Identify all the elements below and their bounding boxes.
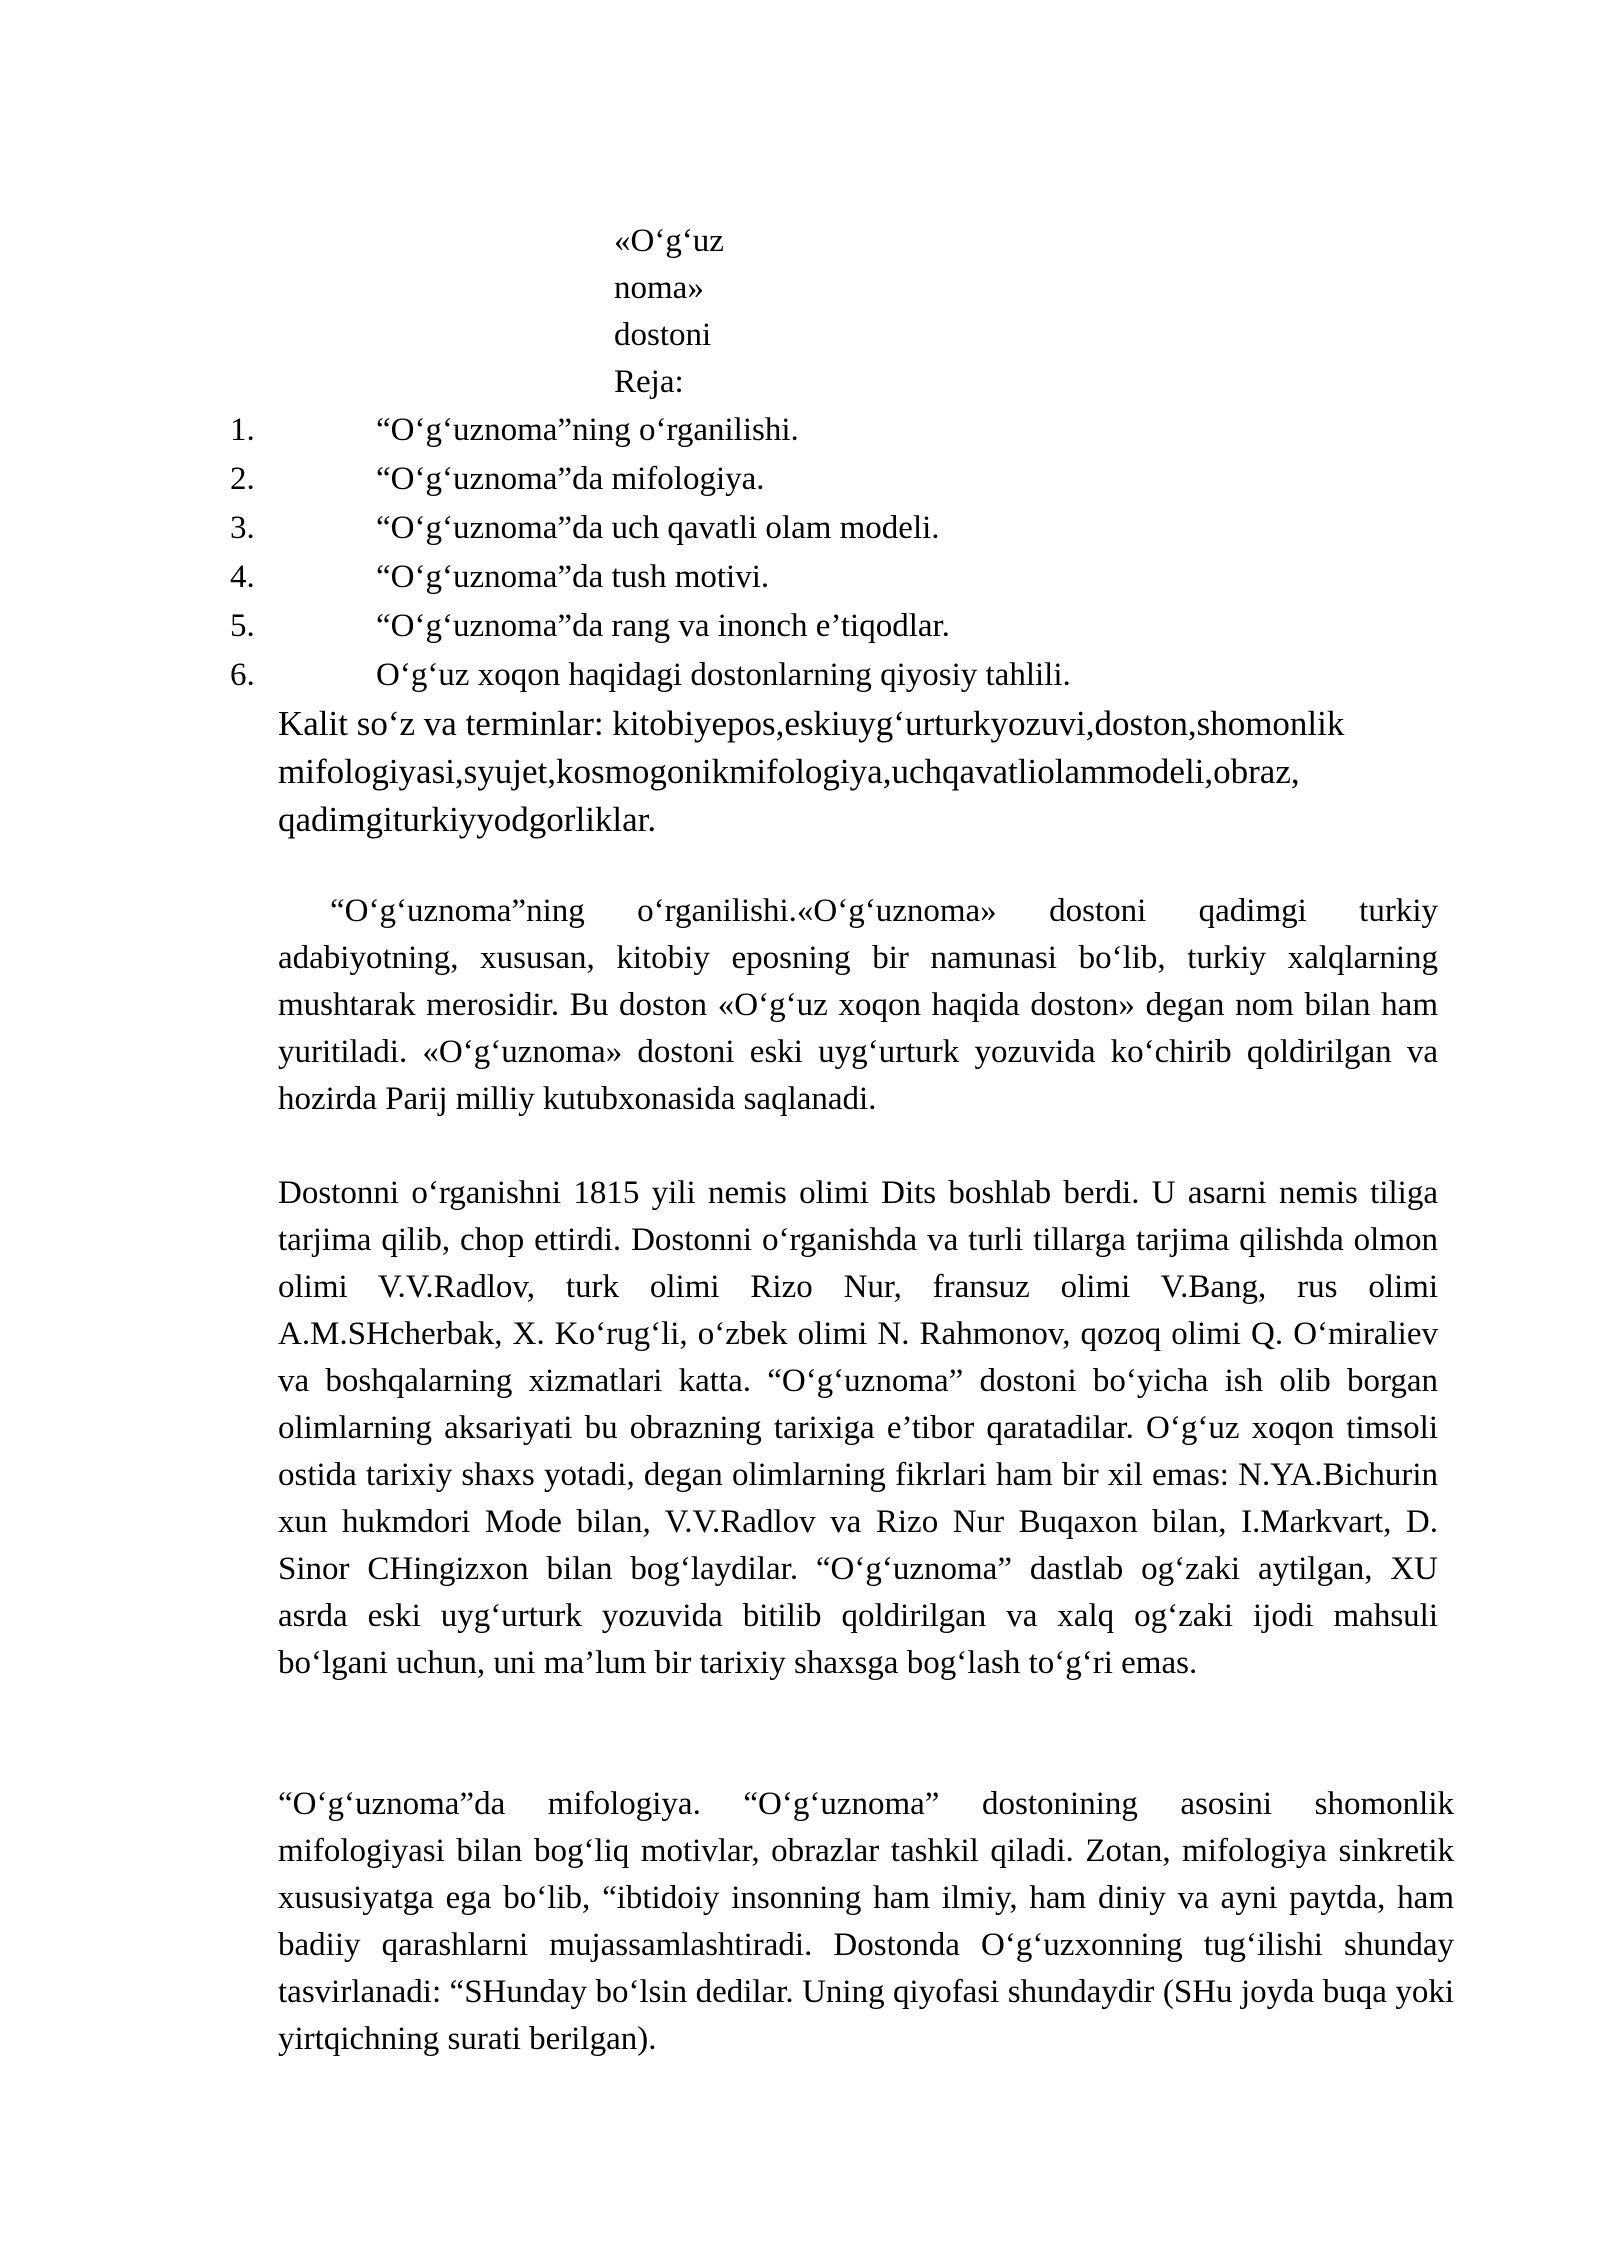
plan-item-text: O‘g‘uz xoqon haqidagi dostonlarning qiyosiy tahlili.: [376, 657, 1071, 693]
plan-item-text: “O‘g‘uznoma”ning o‘rganilishi.: [376, 412, 799, 448]
document-title: [614, 218, 724, 406]
plan-item-number: 5.: [230, 608, 255, 644]
plan-heading: Reja:: [614, 364, 684, 400]
title-line-3: dostoni: [614, 317, 712, 353]
title-line-2: noma»: [614, 270, 704, 306]
plan-item-text: “O‘g‘uznoma”da tush motivi.: [376, 559, 770, 595]
body-paragraph: “O‘g‘uznoma”da mifologiya. “O‘g‘uznoma” dostonining asosini shomonlik mifologiyasi bilan bog‘liq motivlar, obrazlar tashkil qiladi. Zotan, mifologiya sinkretik xususiyatga ega bo‘lib, “ibtidoiy insonning ham ilmiy, ham diniy va ayni paytda, ham badiiy qarashlarni mujassamlashtiradi. Dostonda O‘g‘uzxonning tug‘ilishi shunday tasvirlanadi: “SHunday bo‘lsin dedilar. Uning qiyofasi shundaydir (SHu joyda buqa yoki yirtqichning surati berilgan).: [278, 1786, 1454, 2057]
plan-item-number: 2.: [230, 461, 255, 497]
title-line-1: «O‘g‘uz: [614, 223, 724, 259]
plan-item-number: 3.: [230, 510, 255, 546]
plan-item-number: 6.: [230, 657, 255, 693]
keywords-paragraph: Kalit so‘z va terminlar: kitobiyepos,eskiuyg‘urturkyozuvi,doston,shomonlik mifologiyasi,syujet,kosmogonikmifologiya,uchqavatliolammodeli,obraz, qadimgiturkiyyodgorliklar.: [278, 704, 1345, 839]
plan-item-text: “O‘g‘uznoma”da rang va inonch e’tiqodlar.: [376, 608, 950, 644]
plan-item-number: 4.: [230, 559, 255, 595]
body-paragraph: “O‘g‘uznoma”ning o‘rganilishi.«O‘g‘uznoma» dostoni qadimgi turkiy adabiyotning, xususan, kitobiy eposning bir namunasi bo‘lib, turkiy xalqlarning mushtarak merosidir. Bu doston «O‘g‘uz xoqon haqida doston» degan nom bilan ham yuritiladi. «O‘g‘uznoma» dostoni eski uyg‘urturk yozuvida ko‘chirib qoldirilgan va hozirda Parij milliy kutubxonasida saqlanadi.: [278, 893, 1438, 1117]
plan-item-text: “O‘g‘uznoma”da uch qavatli olam modeli.: [376, 510, 940, 546]
plan-item-text: “O‘g‘uznoma”da mifologiya.: [376, 461, 765, 497]
body-paragraph: Dostonni o‘rganishni 1815 yili nemis olimi Dits boshlab berdi. U asarni nemis tiliga tarjima qilib, chop ettirdi. Dostonni o‘rganishda va turli tillarga tarjima qilishda olmon olimi V.V.Radlov, turk olimi Rizo Nur, fransuz olimi V.Bang, rus olimi A.M.SHcherbak, X. Ko‘rug‘li, o‘zbek olimi N. Rahmonov, qozoq olimi Q. O‘miraliev va boshqalarning xizmatlari katta. “O‘g‘uznoma” dostoni bo‘yicha ish olib borgan olimlarning aksariyati bu obrazning tarixiga e’tibor qaratadilar. O‘g‘uz xoqon timsoli ostida tarixiy shaxs yotadi, degan olimlarning fikrlari ham bir xil emas: N.YA.Bichurin xun hukmdori Mode bilan, V.V.Radlov va Rizo Nur Buqaxon bilan, I.Markvart, D. Sinor CHingizxon bilan bog‘laydilar. “O‘g‘uznoma” dastlab og‘zaki aytilgan, XU asrda eski uyg‘urturk yozuvida bitilib qoldirilgan va xalq og‘zaki ijodi mahsuli bo‘lgani uchun, uni ma’lum bir tarixiy shaxsga bog‘lash to‘g‘ri emas.: [278, 1175, 1438, 1681]
plan-item-number: 1.: [230, 412, 255, 448]
